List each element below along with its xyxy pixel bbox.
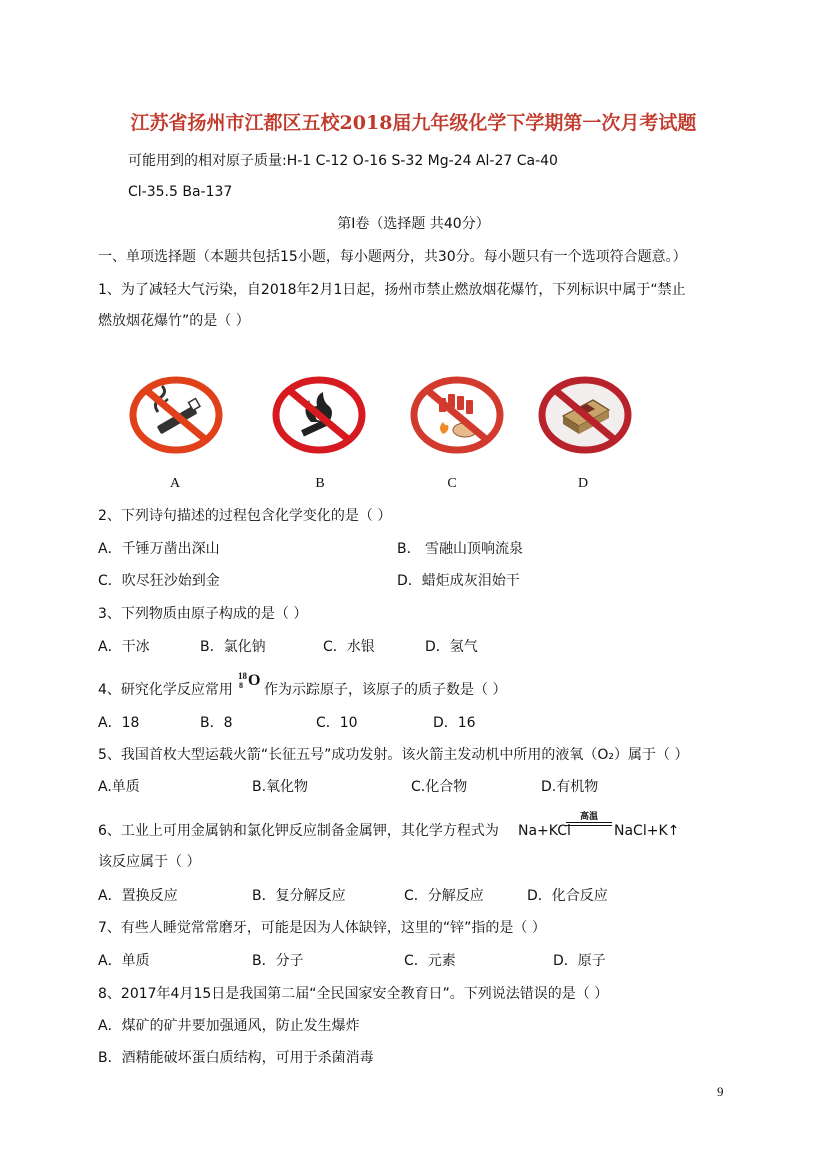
q7-stem: 7、有些人睡觉常常磨牙，可能是因为人体缺锌，这里的“锌”指的是（ ） bbox=[98, 920, 546, 936]
isotope-symbol: O bbox=[248, 672, 261, 689]
q2-option-c: C．吹尽狂沙始到金 bbox=[98, 573, 220, 589]
q4-stem-after: 作为示踪原子，该原子的质子数是（ ） bbox=[264, 682, 507, 698]
isotope-atomic-number: 8 bbox=[239, 681, 243, 690]
reaction-condition-arrow bbox=[566, 813, 612, 826]
q5-stem: 5、我国首枚大型运载火箭“长征五号”成功发射。该火箭主发动机中所用的液氧（O₂）属于（ ） bbox=[98, 747, 689, 763]
section-title: 第Ⅰ卷（选择题 共40分） bbox=[337, 216, 490, 232]
q2-option-a: A．千锤万凿出深山 bbox=[98, 541, 220, 557]
q2-option-d: D．蜡炬成灰泪始干 bbox=[397, 573, 520, 589]
q6-option-b: B．复分解反应 bbox=[252, 888, 346, 904]
q1-stem-line1: 1、为了减轻大气污染，自2018年2月1日起，扬州市禁止燃放烟花爆竹，下列标识中属于“禁止 bbox=[98, 282, 686, 298]
page-number: 9 bbox=[717, 1084, 724, 1099]
q4-option-b: B．8 bbox=[200, 715, 233, 731]
oxygen-18-isotope bbox=[238, 672, 264, 694]
q6-products: NaCl+K↑ bbox=[614, 823, 680, 839]
q3-option-d: D．氢气 bbox=[425, 639, 478, 655]
q5-option-b: B.氧化物 bbox=[252, 779, 309, 795]
q6-option-a: A．置换反应 bbox=[98, 888, 178, 904]
q8-stem: 8、2017年4月15日是我国第二届“全民国家安全教育日”。下列说法错误的是（ ） bbox=[98, 986, 609, 1002]
q3-option-a: A．干冰 bbox=[98, 639, 150, 655]
option-c-label: C bbox=[447, 476, 457, 491]
q7-option-b: B．分子 bbox=[252, 953, 304, 969]
q5-option-c: C.化合物 bbox=[411, 779, 468, 795]
q6-stem-before: 6、工业上可用金属钠和氯化钾反应制备金属钾，其化学方程式为 bbox=[98, 823, 499, 839]
q5-option-d: D.有机物 bbox=[541, 779, 599, 795]
q6-option-d: D．化合反应 bbox=[527, 888, 608, 904]
atomic-masses-line1: 可能用到的相对原子质量:H-1 C-12 O-16 S-32 Mg-24 Al-27 Ca-40 bbox=[128, 153, 558, 169]
part1-instructions: 一、单项选择题（本题共包括15小题，每小题两分，共30分。每小题只有一个选项符合题意。） bbox=[98, 249, 687, 265]
q3-option-b: B．氯化钠 bbox=[200, 639, 266, 655]
q4-stem-before: 4、研究化学反应常用 bbox=[98, 682, 233, 698]
no-fireworks-icon bbox=[409, 376, 505, 454]
no-smoking-icon bbox=[128, 376, 224, 454]
q8-option-a: A．煤矿的矿井要加强通风，防止发生爆炸 bbox=[98, 1018, 360, 1034]
q7-option-a: A．单质 bbox=[98, 953, 150, 969]
exam-title: 江苏省扬州市江都区五校2018届九年级化学下学期第一次月考试题 bbox=[130, 112, 697, 134]
q7-option-c: C．元素 bbox=[404, 953, 456, 969]
q3-option-c: C．水银 bbox=[323, 639, 375, 655]
no-matches-icon bbox=[537, 376, 633, 454]
q3-stem: 3、下列物质由原子构成的是（ ） bbox=[98, 606, 308, 622]
reaction-condition: 高温 bbox=[579, 812, 598, 822]
q2-option-b: B． 雪融山顶响流泉 bbox=[397, 541, 524, 557]
no-open-flame-icon bbox=[271, 376, 367, 454]
atomic-masses-line2: Cl-35.5 Ba-137 bbox=[128, 184, 233, 200]
option-b-label: B bbox=[315, 476, 325, 491]
option-d-label: D bbox=[577, 476, 589, 491]
option-a-label: A bbox=[169, 476, 181, 491]
q5-option-a: A.单质 bbox=[98, 779, 140, 795]
q4-option-d: D．16 bbox=[433, 715, 476, 731]
q2-stem: 2、下列诗句描述的过程包含化学变化的是（ ） bbox=[98, 508, 392, 524]
q4-option-a: A．18 bbox=[98, 715, 140, 731]
q8-option-b: B．酒精能破坏蛋白质结构，可用于杀菌消毒 bbox=[98, 1050, 374, 1066]
q6-reactants: Na+KCl bbox=[518, 823, 571, 839]
q7-option-d: D．原子 bbox=[553, 953, 606, 969]
q6-option-c: C．分解反应 bbox=[404, 888, 484, 904]
q4-option-c: C．10 bbox=[316, 715, 358, 731]
isotope-mass-number: 18 bbox=[238, 671, 247, 681]
q1-stem-line2: 燃放烟花爆竹”的是（ ） bbox=[98, 313, 250, 329]
q6-stem-line2: 该反应属于（ ） bbox=[98, 854, 201, 870]
